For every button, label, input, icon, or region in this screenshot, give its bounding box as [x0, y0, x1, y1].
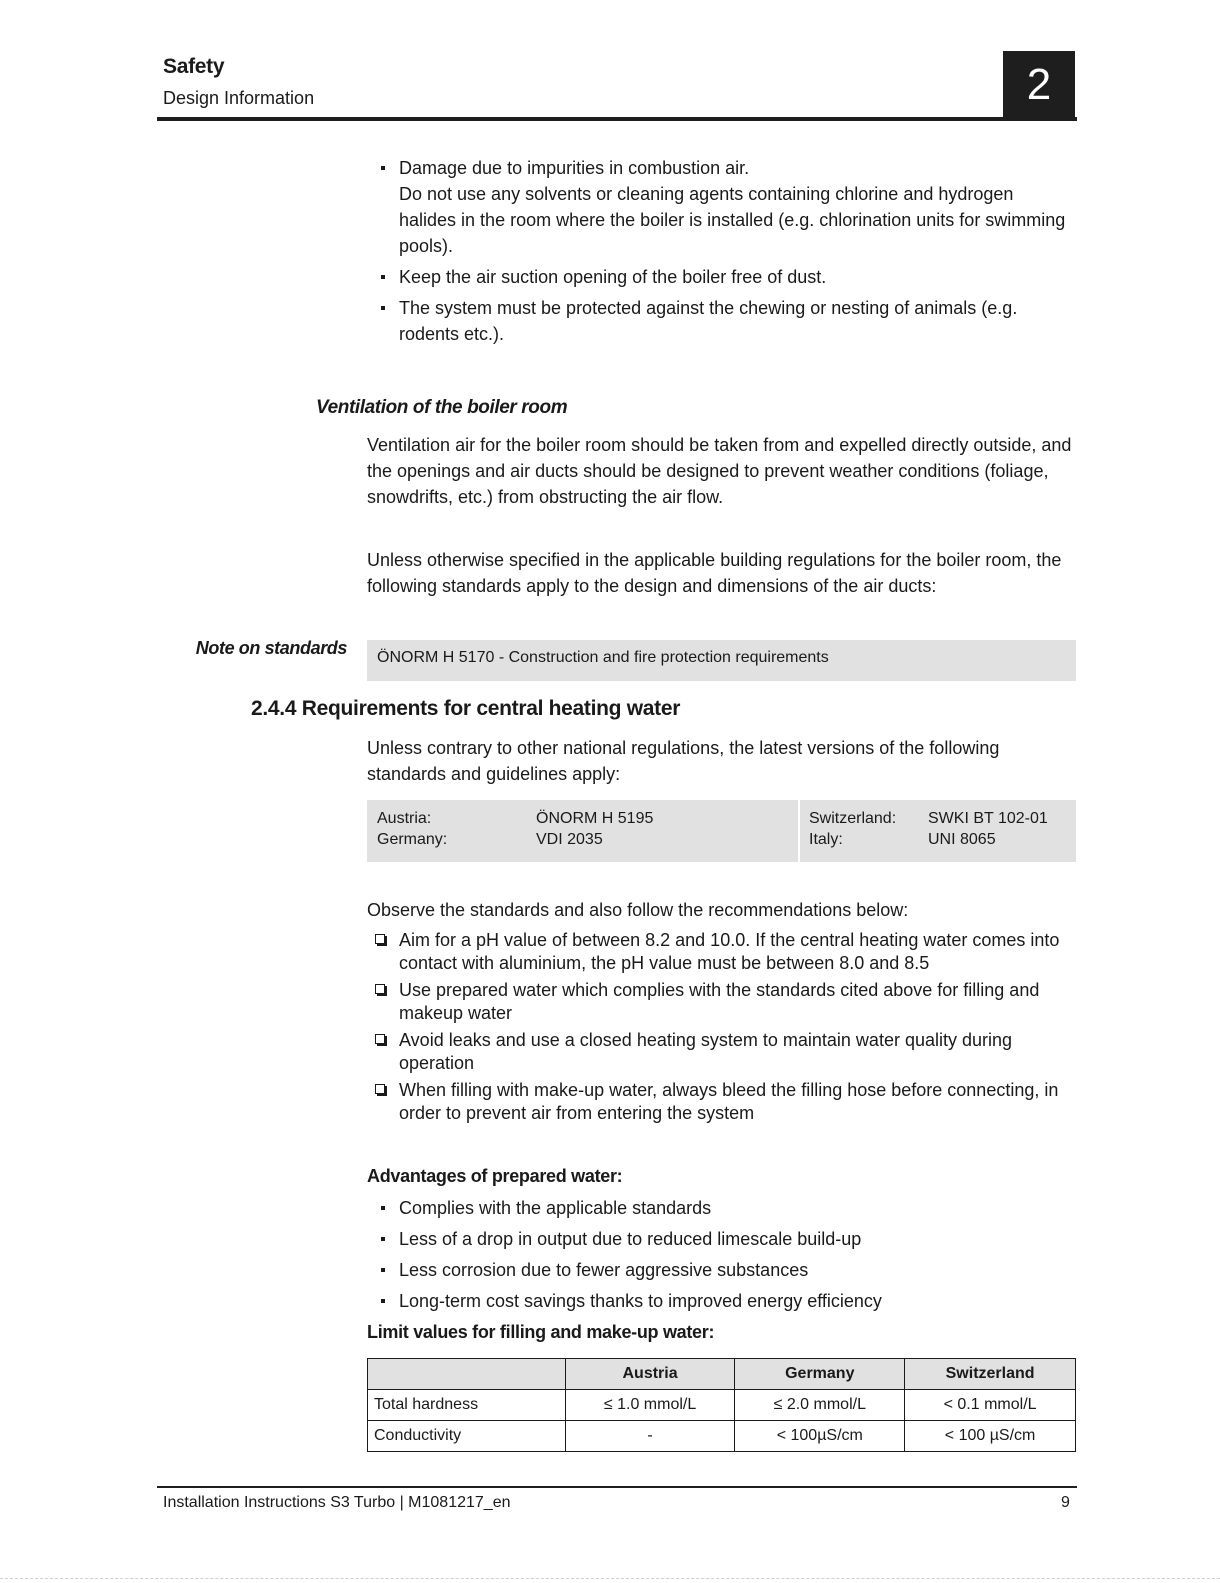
bullet-text: Damage due to impurities in combustion air. — [399, 158, 750, 178]
recommendation-text: Use prepared water which complies with the standards cited above for filling and makeup water — [399, 980, 1040, 1023]
recommendation-list — [375, 929, 1075, 1129]
chapter-number-badge: 2 — [1003, 51, 1075, 119]
list-item — [375, 1226, 1075, 1252]
standard-value: ÖNORM H 5195 — [536, 810, 654, 827]
recommendation-text: Aim for a pH value of between 8.2 and 10.0. If the central heating water comes into contact with aluminium, the pH value must be between 8.0 and 8.5 — [399, 930, 1060, 973]
footer-document-id: Installation Instructions S3 Turbo | M1081217_en — [163, 1494, 511, 1511]
advantage-text: Less corrosion due to fewer aggressive substances — [399, 1260, 809, 1280]
advantages-heading: Advantages of prepared water: — [367, 1166, 623, 1186]
table-cell: < 0.1 mmol/L — [905, 1390, 1076, 1421]
bullet-text: Keep the air suction opening of the boiler free of dust. — [399, 267, 827, 287]
table-row — [368, 1421, 1076, 1452]
note-text: ÖNORM H 5170 - Construction and fire protection requirements — [377, 649, 829, 666]
standard-value: SWKI BT 102-01 — [928, 810, 1048, 827]
advantage-text: Less of a drop in output due to reduced limescale build-up — [399, 1229, 862, 1249]
checkbox-icon — [375, 1084, 385, 1094]
table-cell: < 100 µS/cm — [905, 1421, 1076, 1452]
list-item — [375, 155, 1075, 259]
standards-divider — [798, 800, 800, 862]
standard-value: VDI 2035 — [536, 831, 603, 848]
table-header-cell: Germany — [735, 1359, 905, 1390]
advantage-text: Long-term cost savings thanks to improved energy efficiency — [399, 1291, 882, 1311]
list-item — [375, 1288, 1075, 1314]
recommendation-text: Avoid leaks and use a closed heating system to maintain water quality during operation — [399, 1030, 1013, 1073]
note-box — [367, 640, 1076, 681]
limits-heading: Limit values for filling and make-up water: — [367, 1322, 715, 1342]
standard-value: UNI 8065 — [928, 831, 996, 848]
page-title: Safety — [163, 55, 225, 78]
table-header-row — [368, 1359, 1076, 1390]
standards-table — [367, 800, 1076, 862]
note-label: Note on standards — [195, 638, 347, 658]
bullet-detail-text: Do not use any solvents or cleaning agents containing chlorine and hydrogen halides in the room where the boiler is installed (e.g. chlorination units for swimming pools). — [399, 184, 1066, 256]
list-item — [375, 1195, 1075, 1221]
country-label: Germany: — [377, 831, 448, 848]
table-row — [368, 1390, 1076, 1421]
page-number: 9 — [1061, 1494, 1070, 1511]
list-item — [375, 295, 1075, 347]
header-divider — [157, 117, 1077, 121]
ventilation-paragraph: Ventilation air for the boiler room should be taken from and expelled directly outside, and the openings and air ducts should be designed to prevent weather conditions (foliage, snowdrifts, etc.) from obstructing the air flow. — [367, 435, 1072, 507]
table-cell: - — [565, 1421, 735, 1452]
table-cell: Total hardness — [368, 1390, 566, 1421]
list-item — [375, 1029, 1075, 1075]
country-label: Italy: — [809, 831, 843, 848]
table-cell: ≤ 2.0 mmol/L — [735, 1390, 905, 1421]
checkbox-icon — [375, 1034, 385, 1044]
limit-values-table — [367, 1358, 1076, 1452]
list-item — [375, 1079, 1075, 1125]
list-item — [375, 264, 1075, 290]
page-subtitle: Design Information — [163, 88, 315, 108]
table-cell: Conductivity — [368, 1421, 566, 1452]
ventilation-heading: Ventilation of the boiler room — [316, 397, 568, 418]
table-header-cell — [368, 1359, 566, 1390]
bullet-text: The system must be protected against the chewing or nesting of animals (e.g. rodents etc.). — [399, 298, 1018, 344]
table-cell: < 100µS/cm — [735, 1421, 905, 1452]
checkbox-icon — [375, 934, 385, 944]
page-edge — [0, 1578, 1220, 1579]
checkbox-icon — [375, 984, 385, 994]
country-label: Austria: — [377, 810, 432, 827]
list-item — [375, 929, 1075, 975]
table-cell: ≤ 1.0 mmol/L — [565, 1390, 735, 1421]
intro-bullet-list — [375, 155, 1075, 352]
footer-divider — [157, 1486, 1077, 1488]
observe-text: Observe the standards and also follow the recommendations below: — [367, 900, 909, 920]
section-intro: Unless contrary to other national regulations, the latest versions of the following standards and guidelines apply: — [367, 738, 1000, 784]
table-header-cell: Austria — [565, 1359, 735, 1390]
air-duct-standards-paragraph: Unless otherwise specified in the applicable building regulations for the boiler room, the following standards apply to the design and dimensions of the air ducts: — [367, 550, 1062, 596]
recommendation-text: When filling with make-up water, always bleed the filling hose before connecting, in order to prevent air from entering the system — [399, 1080, 1059, 1123]
advantages-list — [375, 1195, 1075, 1314]
section-heading: 2.4.4 Requirements for central heating water — [251, 697, 681, 720]
country-label: Switzerland: — [809, 810, 897, 827]
table-header-cell: Switzerland — [905, 1359, 1076, 1390]
list-item — [375, 979, 1075, 1025]
advantage-text: Complies with the applicable standards — [399, 1198, 712, 1218]
list-item — [375, 1257, 1075, 1283]
